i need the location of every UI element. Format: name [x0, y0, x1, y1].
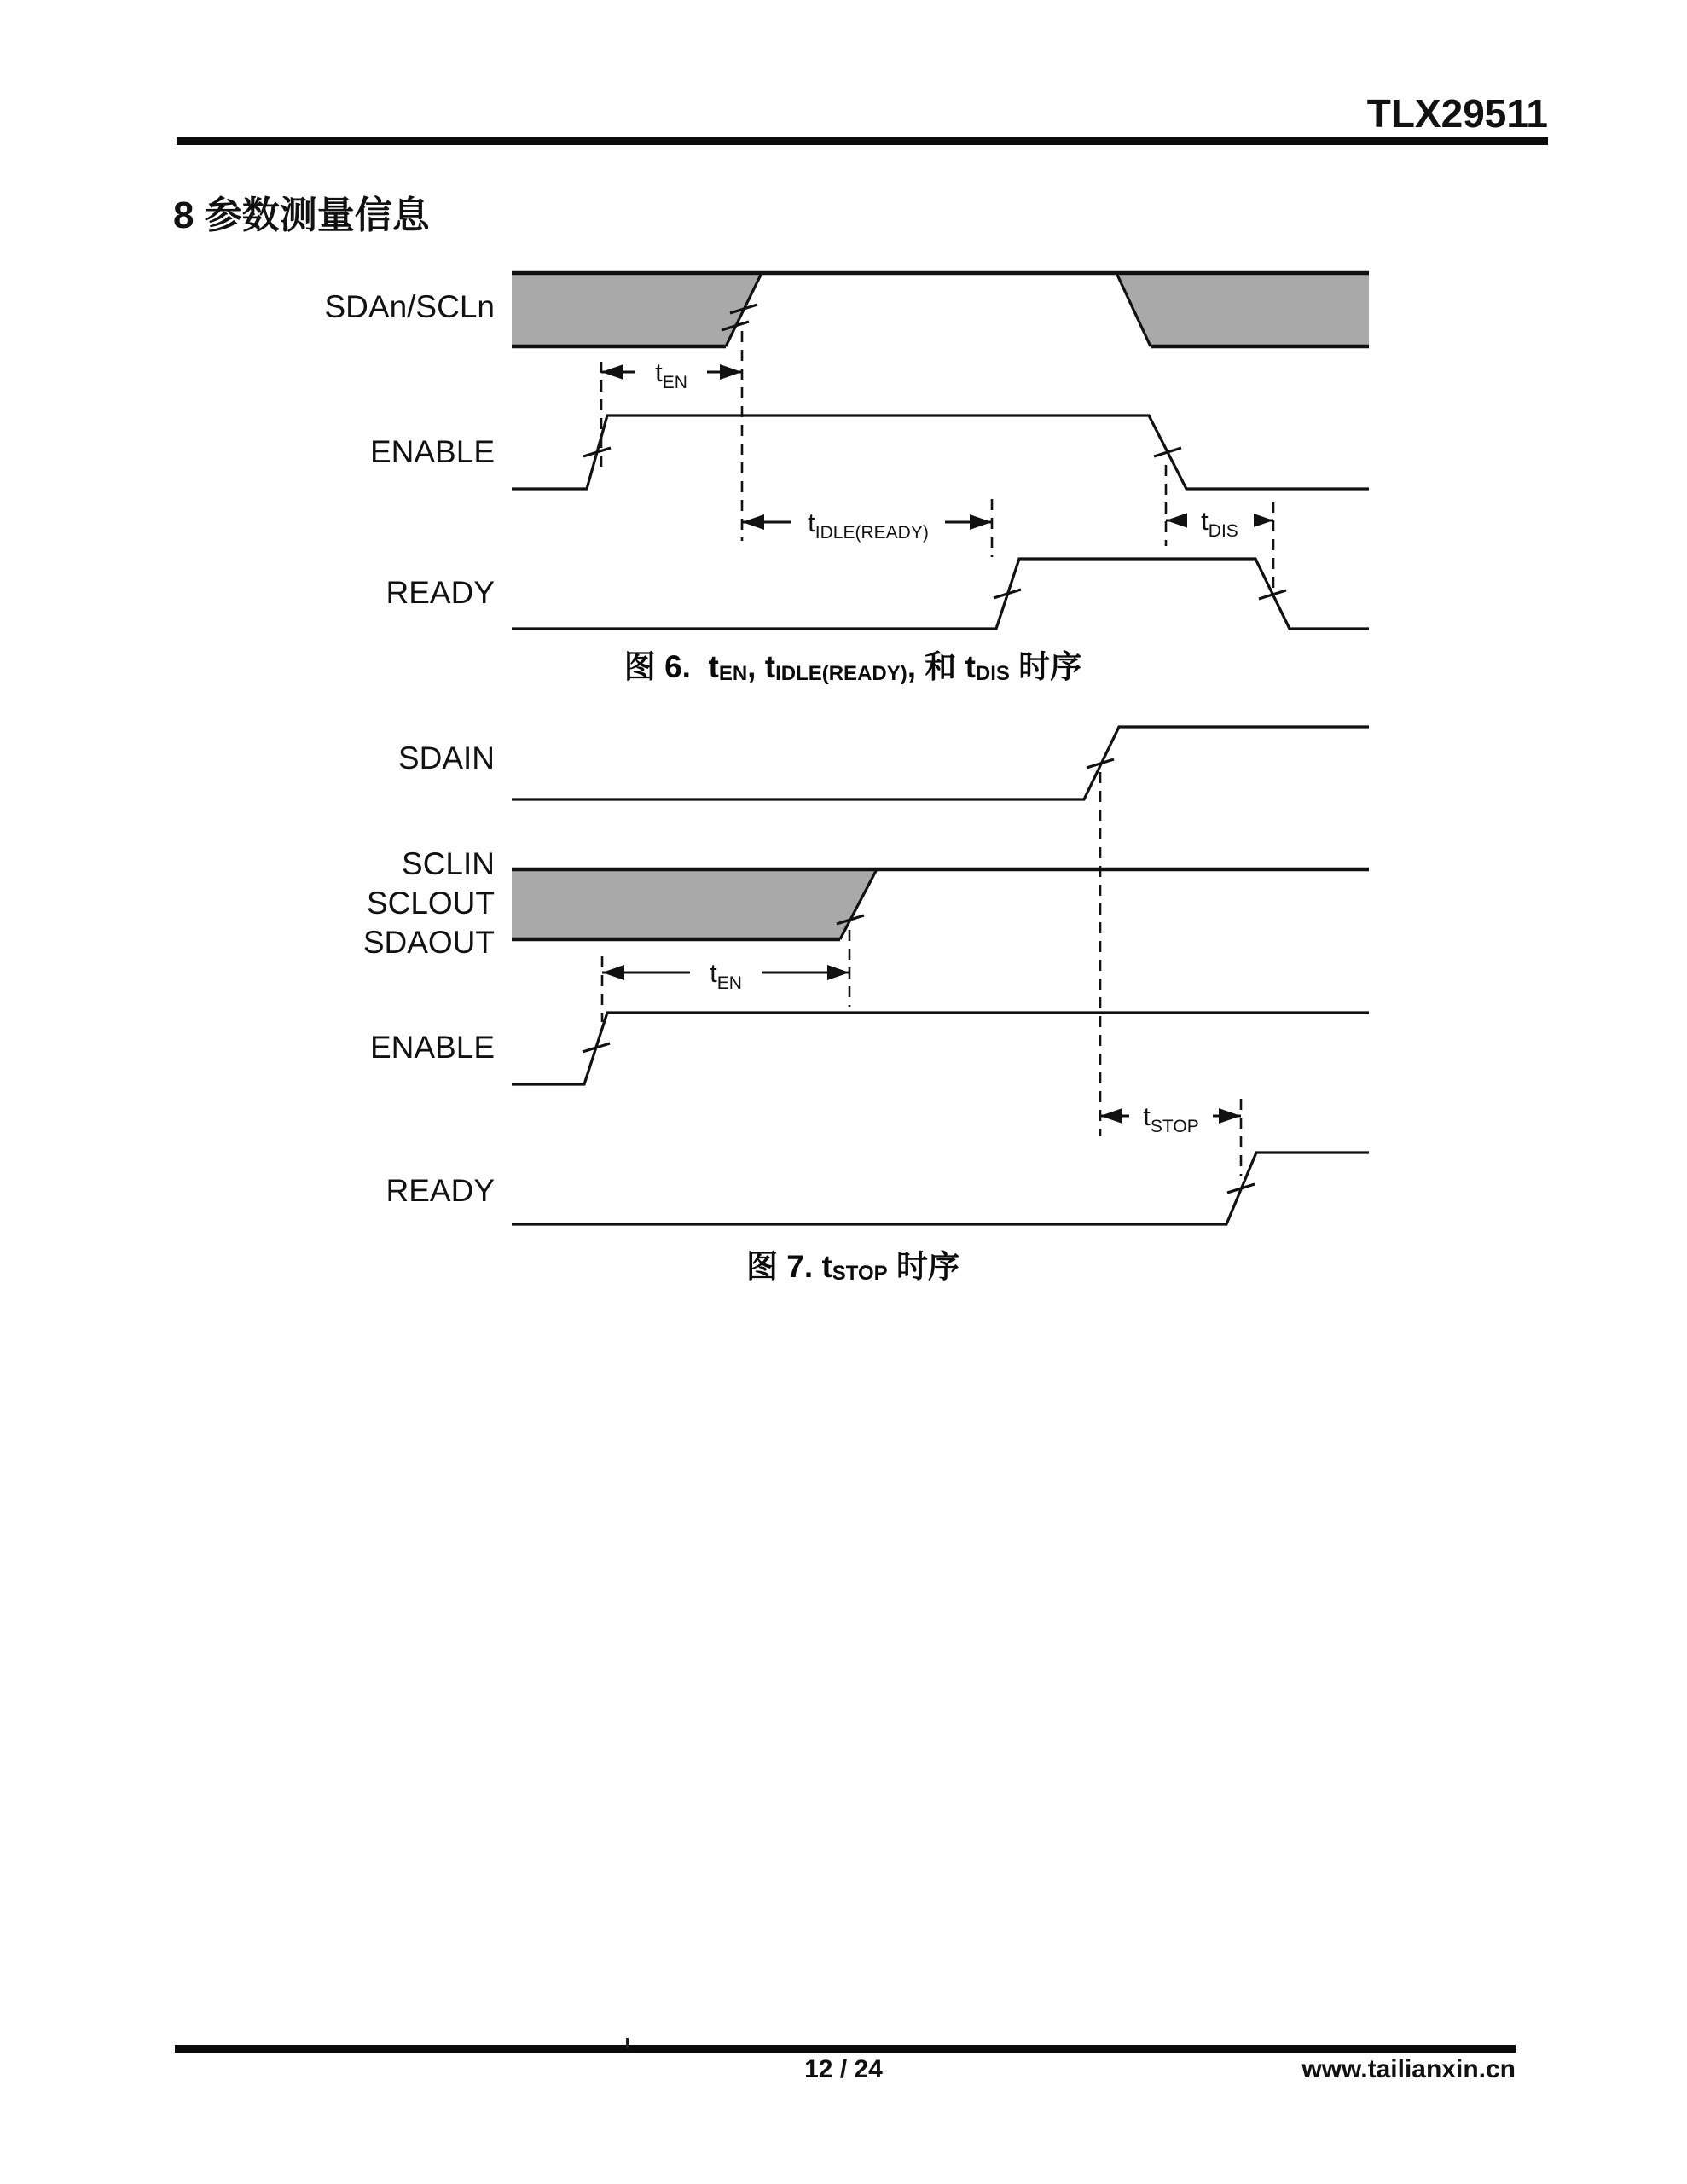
fig7-enable-waveform	[512, 1013, 1369, 1084]
page-number: 12 / 24	[804, 2055, 883, 2083]
signal-label-sdain: SDAIN	[397, 741, 495, 775]
arrow-left-icon	[742, 514, 764, 530]
signal-label-sclout: SCLOUT	[366, 886, 495, 921]
arrow-right-icon	[827, 965, 849, 980]
dimension-label: $t_{IDLE(READY)}$	[808, 508, 929, 543]
dimension-label: $t_{EN}$	[710, 958, 742, 993]
arrow-right-icon	[720, 364, 742, 380]
fig6-bus-active-region-1	[512, 273, 762, 346]
fig7-bus-active-region	[512, 869, 877, 939]
signal-label-ready: READY	[386, 575, 495, 610]
signal-label-sclin: SCLIN	[402, 846, 495, 881]
signal-label-ready: READY	[386, 1173, 495, 1208]
footer-rule	[175, 2045, 1516, 2053]
signal-label-enable: ENABLE	[369, 434, 495, 469]
dimension-label: $t_{STOP}$	[1143, 1101, 1199, 1136]
figure-label: 图 7.	[746, 1249, 822, 1284]
footer-rule-artifact	[626, 2038, 629, 2048]
signal-label-enable: ENABLE	[369, 1030, 495, 1065]
figure7-caption: 图 7. tSTOP 时序	[746, 1249, 959, 1285]
section-title: 8 参数测量信息	[173, 195, 430, 236]
dimension-label: $t_{DIS}$	[1201, 506, 1238, 541]
arrow-left-icon	[1100, 1108, 1122, 1124]
fig6-bus-active-region-2	[1116, 273, 1369, 346]
arrow-left-icon	[601, 364, 623, 380]
fig6-enable-waveform	[512, 415, 1369, 489]
dimension-label: $t_{EN}$	[655, 357, 687, 392]
arrow-left-icon	[1166, 513, 1188, 528]
arrow-right-icon	[1219, 1108, 1241, 1124]
arrow-right-icon	[970, 514, 992, 530]
arrow-right-icon	[1251, 513, 1273, 528]
website-text: www.tailianxin.cn	[1301, 2055, 1516, 2083]
page-title: TLX29511	[1366, 91, 1548, 136]
signal-label-sdan-scln: SDAn/SCLn	[324, 289, 495, 324]
arrow-left-icon	[602, 965, 624, 980]
signal-label-sdaout: SDAOUT	[362, 925, 495, 960]
figure-label: 图 6.	[623, 649, 709, 684]
figure6-caption: 图 6. tEN, tIDLE(READY), 和 tDIS 时序	[623, 649, 1082, 685]
fig6-ready-waveform	[512, 559, 1369, 629]
fig7-sdain-waveform	[512, 727, 1369, 799]
